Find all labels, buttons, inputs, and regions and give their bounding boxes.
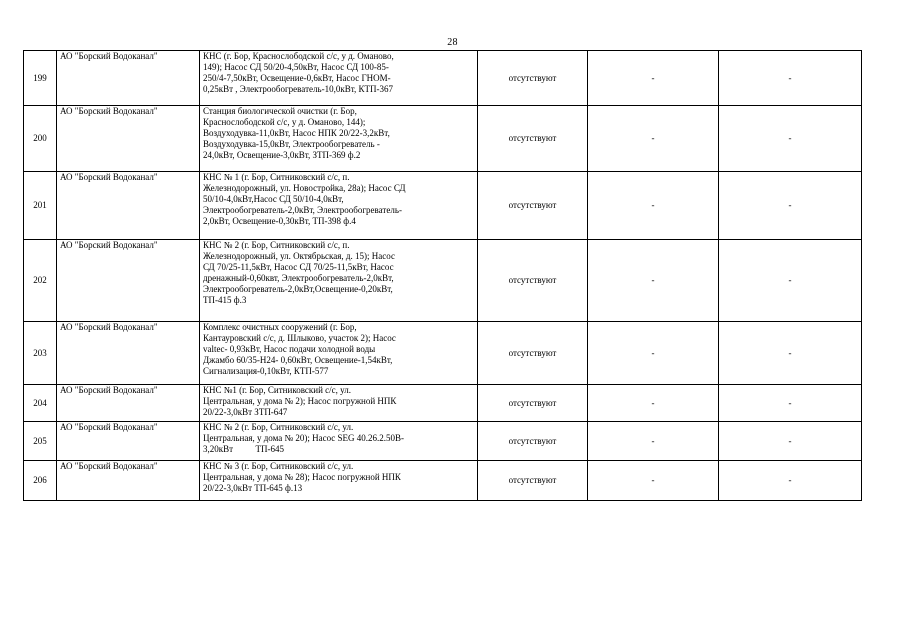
description-line: Сигнализация-0,10кВт, КТП-577 [203,366,329,376]
page-number: 28 [447,37,458,48]
row-number: 206 [24,461,57,501]
description-line: КНС № 1 (г. Бор, Ситниковский с/с, п. [203,172,350,182]
description-line: КНС № 2 (г. Бор, Ситниковский с/с, п. [203,240,350,250]
column-5-cell: - [588,461,719,501]
description-line: Электрообогреватель-2,0кВт,Освещение-0,20кВт, [203,284,393,294]
row-number: 201 [24,172,57,240]
column-6-cell: - [719,422,862,461]
row-number: 202 [24,240,57,322]
object-description [200,106,478,172]
object-description [200,240,478,322]
table-row [24,51,862,106]
description-line: 0,25кВт , Электрообогреватель-10,0кВт, КТП-367 [203,84,393,94]
row-number: 200 [24,106,57,172]
column-5-cell: - [588,106,719,172]
description-line: КНС №1 (г. Бор, Ситниковский с/с, ул. [203,385,352,395]
description-line: Джамбо 60/35-Н24- 0,60кВт, Освещение-1,54кВт, [203,355,393,365]
status-cell: отсутствуют [478,322,588,385]
description-line: Железнодорожный, ул. Октябрьская, д. 15); Насос [203,251,395,261]
object-description [200,461,478,501]
table-row [24,461,862,501]
description-line: 250/4-7,50кВт, Освещение-0,6кВт, Насос ГНОМ- [203,73,391,83]
status-cell: отсутствуют [478,422,588,461]
organization-name: АО "Борский Водоканал" [57,422,200,461]
description-line: СД 70/25-11,5кВт, Насос СД 70/25-11,5кВт, Насос [203,262,394,272]
row-number: 199 [24,51,57,106]
column-6-cell: - [719,172,862,240]
organization-name: АО "Борский Водоканал" [57,172,200,240]
table-row [24,172,862,240]
description-line: 20/22-3,0кВт ЗТП-647 [203,407,288,417]
description-line: 2,0кВт, Освещение-0,30кВт, ТП-398 ф.4 [203,216,356,226]
column-5-cell: - [588,422,719,461]
status-cell: отсутствуют [478,106,588,172]
table-row [24,385,862,422]
description-line: 50/10-4,0кВт,Насос СД 50/10-4,0кВт, [203,194,344,204]
description-line: Центральная, у дома № 28); Насос погружной НПК [203,472,401,482]
column-6-cell: - [719,240,862,322]
table-body [24,51,862,501]
table-row [24,240,862,322]
status-cell: отсутствуют [478,172,588,240]
column-5-cell: - [588,322,719,385]
table-row [24,106,862,172]
organization-name: АО "Борский Водоканал" [57,51,200,106]
description-line: 24,0кВт, Освещение-3,0кВт, ЗТП-369 ф.2 [203,150,361,160]
column-6-cell: - [719,51,862,106]
object-description [200,385,478,422]
status-cell: отсутствуют [478,385,588,422]
object-description [200,172,478,240]
object-description [200,322,478,385]
column-6-cell: - [719,385,862,422]
status-cell: отсутствуют [478,461,588,501]
description-line: Железнодорожный, ул. Новостройка, 28а); Насос СД [203,183,406,193]
description-line: Воздуходувка-15,0кВт, Электрообогреватель - [203,139,380,149]
description-line: Станция биологической очистки (г. Бор, [203,106,357,116]
description-line: дренажный-0,60квт, Электрообогреватель-2,0кВт, [203,273,394,283]
column-5-cell: - [588,172,719,240]
column-6-cell: - [719,461,862,501]
table-row [24,322,862,385]
object-description [200,51,478,106]
object-description [200,422,478,461]
description-line: Центральная, у дома № 2); Насос погружной НПК [203,396,397,406]
description-line: Электрообогреватель-2,0кВт, Электрообогреватель- [203,205,402,215]
organization-name: АО "Борский Водоканал" [57,240,200,322]
column-6-cell: - [719,322,862,385]
column-6-cell: - [719,106,862,172]
description-line: valtec- 0,93кВт, Насос подачи холодной воды [203,344,376,354]
status-cell: отсутствуют [478,51,588,106]
table-row [24,422,862,461]
description-line: Кантауровский с/с, д. Шлыково, участок 2); Насос [203,333,396,343]
column-5-cell: - [588,51,719,106]
description-line: КНС № 3 (г. Бор, Ситниковский с/с, ул. [203,461,354,471]
description-line: Краснослободской с/с, у д. Оманово, 144); [203,117,366,127]
description-line: Центральная, у дома № 20); Насос SEG 40.26.2.50В- [203,433,405,443]
column-5-cell: - [588,385,719,422]
description-line: ТП-415 ф.3 [203,295,247,305]
description-line: 3,20кВт ТП-645 [203,444,285,454]
description-line: Комплекс очистных сооружений (г. Бор, [203,322,357,332]
description-line: Воздуходувка-11,0кВт, Насос НПК 20/22-3,2кВт, [203,128,390,138]
organization-name: АО "Борский Водоканал" [57,106,200,172]
description-line: 20/22-3,0кВт ТП-645 ф.13 [203,483,303,493]
equipment-table [23,50,862,501]
organization-name: АО "Борский Водоканал" [57,385,200,422]
description-line: КНС (г. Бор, Краснослободской с/с, у д. Оманово, [203,51,394,61]
organization-name: АО "Борский Водоканал" [57,322,200,385]
column-5-cell: - [588,240,719,322]
description-line: КНС № 2 (г. Бор, Ситниковский с/с, ул. [203,422,354,432]
status-cell: отсутствуют [478,240,588,322]
row-number: 203 [24,322,57,385]
description-line: 149); Насос СД 50/20-4,50кВт, Насос СД 100-85- [203,62,389,72]
organization-name: АО "Борский Водоканал" [57,461,200,501]
row-number: 205 [24,422,57,461]
row-number: 204 [24,385,57,422]
